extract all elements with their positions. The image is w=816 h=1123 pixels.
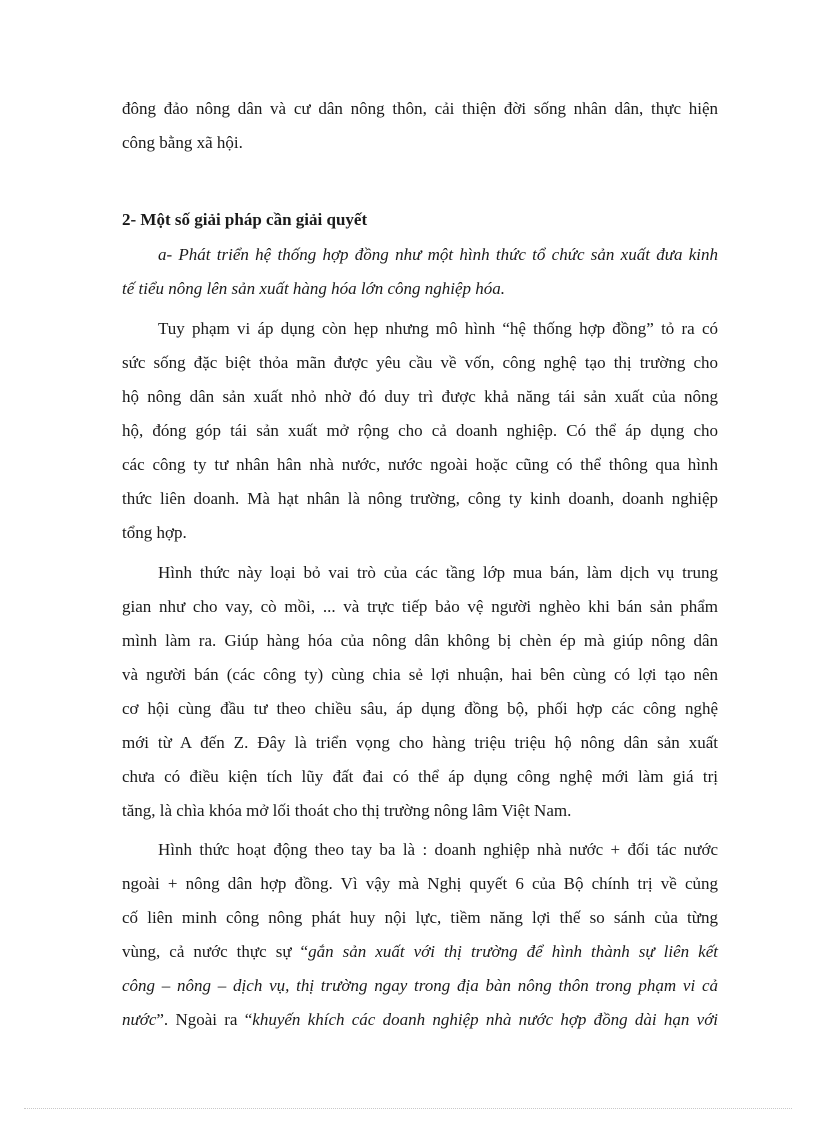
text-line: sức sống đặc biệt thỏa mãn được yêu cầu về vốn, công nghệ tạo thị trường cho (122, 353, 718, 372)
text-line: chưa có điều kiện tích lũy đất đai có thể áp dụng công nghệ mới làm giá trị (122, 767, 718, 786)
section-heading: 2- Một số giải pháp cần giải quyết (122, 210, 368, 229)
text-line (122, 941, 718, 963)
page-bottom-border (24, 1108, 792, 1109)
text-line: mới từ A đến Z. Đây là triển vọng cho hàng triệu triệu hộ nông dân sản xuất (122, 733, 718, 752)
quoted-text: nước (122, 1010, 157, 1029)
quoted-text: công – nông – dịch vụ, thị trường ngay trong địa bàn nông thôn trong phạm vi cả (122, 976, 718, 995)
text-run: vùng, cả nước thực sự “ (122, 942, 309, 961)
text-line: hộ, đóng góp tái sản xuất mở rộng cho cả doanh nghiệp. Có thể áp dụng cho (122, 421, 718, 440)
text-line: đông đảo nông dân và cư dân nông thôn, cải thiện đời sống nhân dân, thực hiện (122, 99, 718, 118)
text-line (122, 1009, 718, 1031)
text-line: ngoài + nông dân hợp đồng. Vì vậy mà Nghị quyết 6 của Bộ chính trị về củng (122, 874, 718, 893)
text-line: hộ nông dân sản xuất nhỏ nhờ đó duy trì được khả năng tái sản xuất của nông (122, 387, 718, 406)
text-line: tổng hợp. (122, 523, 187, 542)
text-line: tăng, là chìa khóa mở lối thoát cho thị trường nông lâm Việt Nam. (122, 801, 572, 820)
text-line: cơ hội cùng đầu tư theo chiều sâu, áp dụng đồng bộ, phối hợp các công nghệ (122, 699, 718, 718)
text-line: công bằng xã hội. (122, 133, 243, 152)
subsection-title: tế tiểu nông lên sản xuất hàng hóa lớn công nghiệp hóa. (122, 279, 506, 298)
text-line: các công ty tư nhân hân nhà nước, nước ngoài hoặc cũng có thể thông qua hình (122, 455, 718, 474)
text-line: và người bán (các công ty) cùng chia sẻ lợi nhuận, hai bên cùng có lợi tạo nên (122, 665, 718, 684)
text-line: Hình thức này loại bỏ vai trò của các tầng lớp mua bán, làm dịch vụ trung (158, 563, 718, 582)
text-run: ”. Ngoài ra “ (156, 1010, 253, 1029)
text-line: mình làm ra. Giúp hàng hóa của nông dân không bị chèn ép mà giúp nông dân (122, 631, 718, 650)
quoted-text: khuyến khích các doanh nghiệp nhà nước hợp đồng dài hạn với (252, 1010, 719, 1029)
text-line: Hình thức hoạt động theo tay ba là : doanh nghiệp nhà nước + đối tác nước (158, 840, 718, 859)
text-line: cố liên minh công nông phát huy nội lực, tiềm năng lợi thế so sánh của từng (122, 908, 718, 927)
quoted-text: gắn sản xuất với thị trường để hình thành sự liên kết (308, 942, 718, 961)
text-line: thức liên doanh. Mà hạt nhân là nông trường, công ty kinh doanh, doanh nghiệp (122, 489, 718, 508)
subsection-title: a- Phát triển hệ thống hợp đồng như một hình thức tổ chức sản xuất đưa kinh (158, 245, 718, 264)
text-line: Tuy phạm vi áp dụng còn hẹp nhưng mô hình “hệ thống hợp đồng” tỏ ra có (158, 319, 718, 338)
text-line: gian như cho vay, cò mồi, ... và trực tiếp bảo vệ người nghèo khi bán sản phẩm (122, 597, 718, 616)
